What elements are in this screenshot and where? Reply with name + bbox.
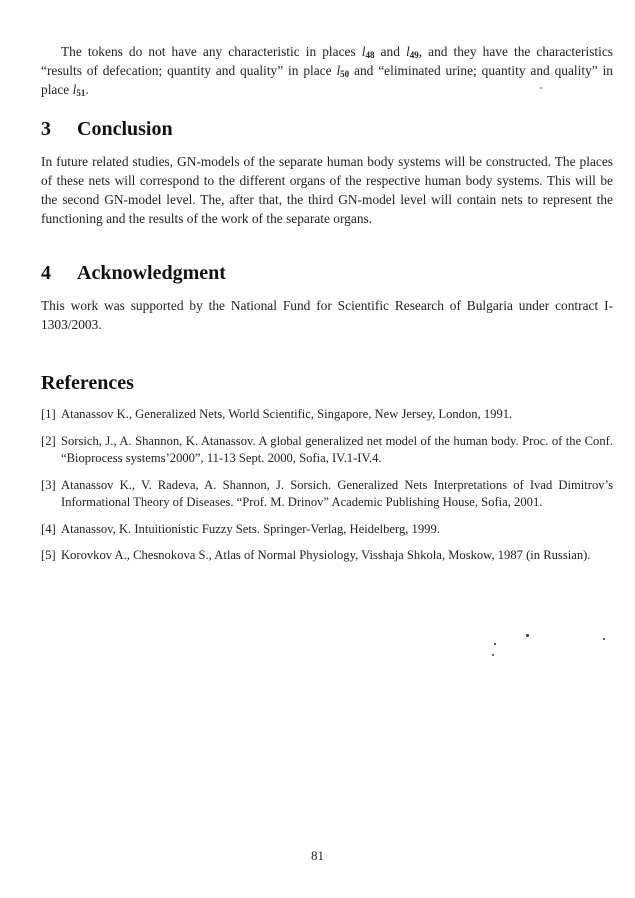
acknowledgment-paragraph: This work was supported by the National Fund for Scientific Research of Bulgaria under contract I-1303/2003. [41, 298, 613, 332]
reference-text: Korovkov A., Chesnokova S., Atlas of Normal Physiology, Visshaja Shkola, Moskow, 1987 (in Russian). [61, 548, 591, 562]
place-subscript: 51 [76, 88, 86, 98]
reference-text: Sorsich, J., A. Shannon, K. Atanassov. A global generalized net model of the human body. Proc. of the Conf. “Bioprocess systems’2000”, 11-13 Sept. 2000, Sofia, IV.1-IV.4. [61, 433, 613, 465]
reference-label: [1] [41, 407, 56, 421]
reference-label: [2] [41, 433, 56, 448]
section-title: Acknowledgment [77, 262, 226, 284]
reference-label: [4] [41, 521, 56, 536]
page-number: 81 [311, 848, 324, 863]
reference-text: Atanassov K., Generalized Nets, World Scientific, Singapore, New Jersey, London, 1991. [61, 407, 513, 421]
section-number: 3 [41, 118, 51, 140]
reference-label: [3] [41, 477, 56, 492]
place-subscript: 50 [340, 69, 350, 79]
reference-item [41, 433, 613, 468]
place-symbol: l [336, 63, 341, 78]
reference-item [41, 477, 613, 512]
references-list [41, 406, 613, 574]
scan-speck [526, 634, 529, 637]
intro-text: . [85, 82, 89, 97]
section-heading-acknowledgment [41, 262, 226, 285]
reference-label: [5] [41, 548, 56, 562]
place-symbol: l [72, 82, 77, 97]
scan-speck [492, 654, 494, 656]
intro-text: , and they have the characteristics “results of defecation; quantity and quality” in place [41, 44, 613, 78]
reference-text: Atanassov K., V. Radeva, A. Shannon, J. Sorsich. Generalized Nets Interpretations of Ivad Dimitrov’s Informational Theory of Diseases. “Prof. M. Drinov” Academic Publishing House, Sofia, 2001. [61, 477, 613, 509]
reference-item [41, 406, 613, 424]
section-heading-conclusion [41, 118, 173, 141]
scan-speck [494, 643, 496, 645]
references-heading: References [41, 372, 134, 394]
place-subscript: 48 [365, 50, 375, 60]
scan-speck [540, 87, 542, 89]
reference-text: Atanassov, K. Intuitionistic Fuzzy Sets. Springer-Verlag, Heidelberg, 1999. [61, 521, 440, 536]
scan-speck [603, 638, 605, 640]
conclusion-paragraph: In future related studies, GN-models of the separate human body systems will be constructed. The places of these nets will correspond to the different organs of the respective human body systems. This will be the second GN-model level. The, after that, the third GN-model level will contain nets to represent the functioning and the results of the work of the separate organs. [41, 154, 613, 226]
place-subscript: 49 [409, 50, 419, 60]
intro-text: and “eliminated urine; quantity and quality” in place [41, 63, 613, 97]
intro-paragraph [41, 42, 613, 99]
section-title: Conclusion [77, 118, 173, 140]
place-symbol: l [405, 44, 410, 59]
reference-item [41, 547, 613, 565]
section-number: 4 [41, 262, 51, 284]
reference-item [41, 521, 613, 539]
place-symbol: l [361, 44, 366, 59]
intro-text: The tokens do not have any characteristic in places [61, 44, 362, 59]
intro-text: and [374, 44, 406, 59]
